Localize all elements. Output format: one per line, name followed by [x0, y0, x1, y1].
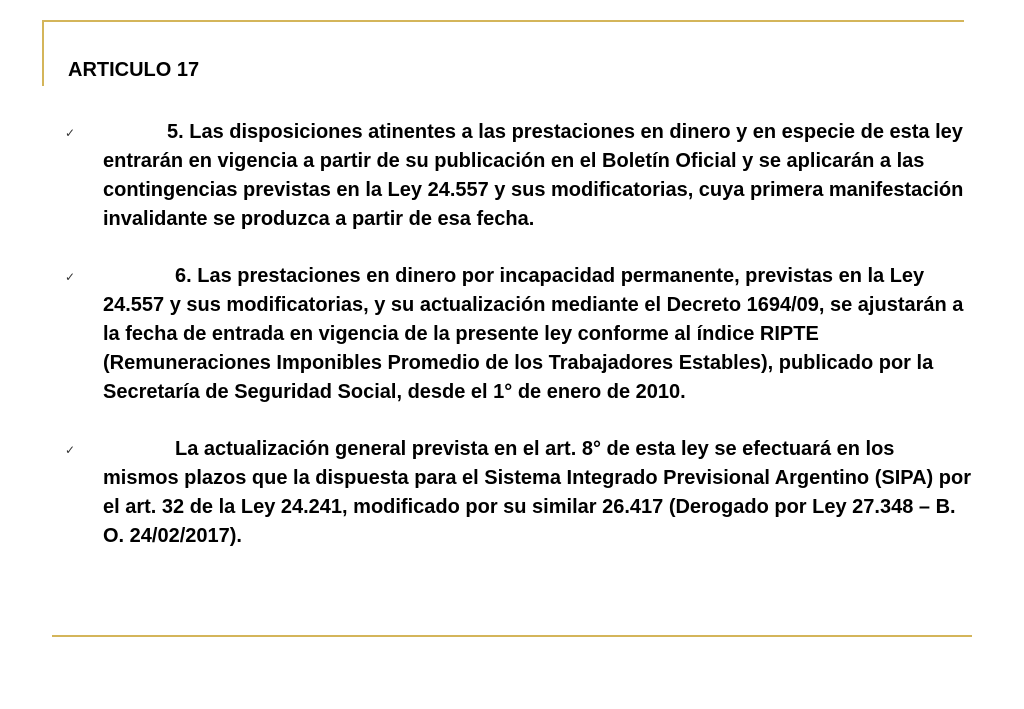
bullet-text: 5. Las disposiciones atinentes a las prestaciones en dinero y en especie de esta ley entrarán en vigencia a partir de su publicación en el Boletín Oficial y se aplicarán a las contingencias previstas en la Ley 24.557 y sus modificatorias, cuya primera manifestación invalidante se produzca a partir de esa fecha.	[103, 121, 964, 230]
bullet-list	[62, 118, 972, 579]
bullet-text: 6. Las prestaciones en dinero por incapacidad permanente, previstas en la Ley 24.557 y sus modificatorias, y su actualización mediante el Decreto 1694/09, se ajustarán a la fecha de entrada en vigencia de la presente ley conforme al índice RIPTE (Remuneraciones Imponibles Promedio de los Trabajadores Estables), publicado por la Secretaría de Seguridad Social, desde el 1° de enero de 2010.	[103, 265, 964, 403]
bullet-text: La actualización general prevista en el art. 8° de esta ley se efectuará en los mismos plazos que la dispuesta para el Sistema Integrado Previsional Argentino (SIPA) por el art. 32 de la Ley 24.241, modificado por su similar 26.417 (Derogado por Ley 27.348 – B. O. 24/02/2017).	[103, 438, 971, 547]
bullet-item	[62, 435, 972, 551]
bullet-item	[62, 118, 972, 234]
bullet-item	[62, 262, 972, 407]
check-icon: ✓	[65, 126, 76, 140]
left-border-rule	[42, 20, 44, 86]
check-icon: ✓	[65, 443, 76, 457]
check-icon: ✓	[65, 270, 76, 284]
bottom-border-rule	[52, 635, 972, 637]
top-border-rule	[42, 20, 964, 22]
slide-title: ARTICULO 17	[68, 59, 200, 81]
